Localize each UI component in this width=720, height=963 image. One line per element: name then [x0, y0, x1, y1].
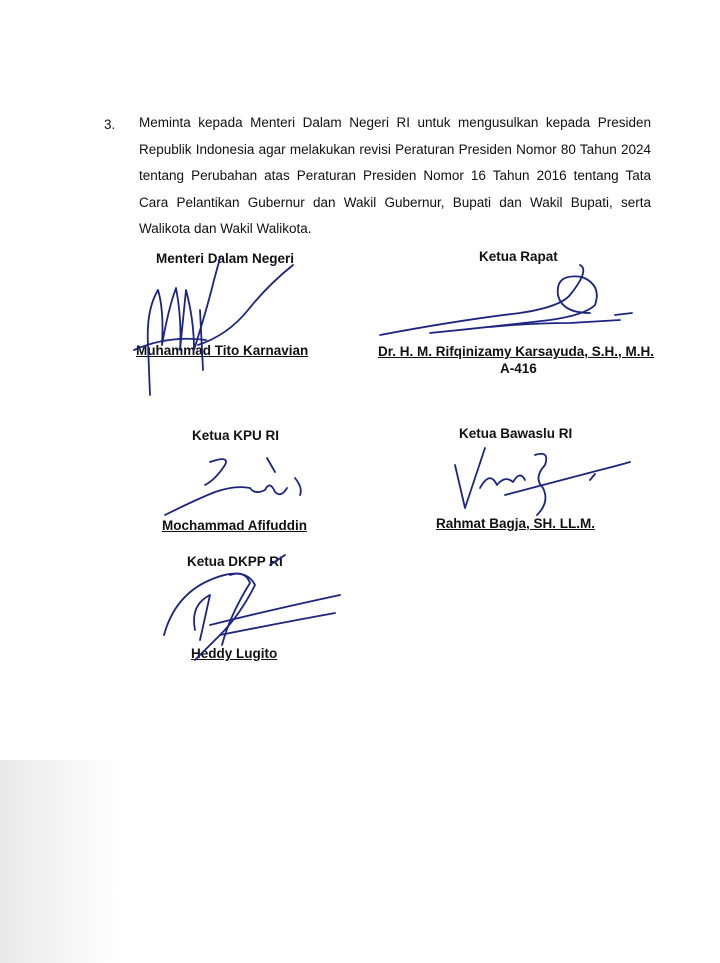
mendagri-signature [128, 250, 308, 400]
item-number: 3. [104, 117, 116, 132]
dkpp-name: Heddy Lugito [191, 646, 278, 661]
kpu-name: Mochammad Afifuddin [162, 518, 307, 533]
bawaslu-signature [425, 440, 635, 525]
item-text: Meminta kepada Menteri Dalam Negeri RI untuk mengusulkan kepada Presiden Republik Indonesia agar melakukan revisi Peraturan Presiden Nomor 80 Tahun 2024 tentang Perubahan atas Peraturan Presiden Nomor 16 Tahun 2016 tentang Tata Cara Pelantikan Gubernur dan Wakil Gubernur, Bupati dan Wakil Bupati, serta Walikota dan Wakil Walikota. [139, 115, 651, 236]
kpu-signature [155, 450, 315, 525]
bawaslu-name: Rahmat Bagja, SH. LL.M. [436, 516, 596, 531]
mendagri-title: Menteri Dalam Negeri [156, 251, 295, 266]
bawaslu-title: Ketua Bawaslu RI [459, 426, 573, 441]
ketua-rapat-member-no: A-416 [500, 361, 537, 376]
mendagri-name: Muhammad Tito Karnavian [136, 343, 309, 358]
ketua-rapat-title: Ketua Rapat [479, 249, 558, 264]
paper-shadow [0, 760, 120, 963]
ketua-rapat-name: Dr. H. M. Rifqinizamy Karsayuda, S.H., M.H. [378, 344, 655, 359]
dkpp-title: Ketua DKPP RI [187, 554, 283, 569]
kpu-title: Ketua KPU RI [192, 428, 280, 443]
ketua-rapat-signature [370, 265, 650, 350]
